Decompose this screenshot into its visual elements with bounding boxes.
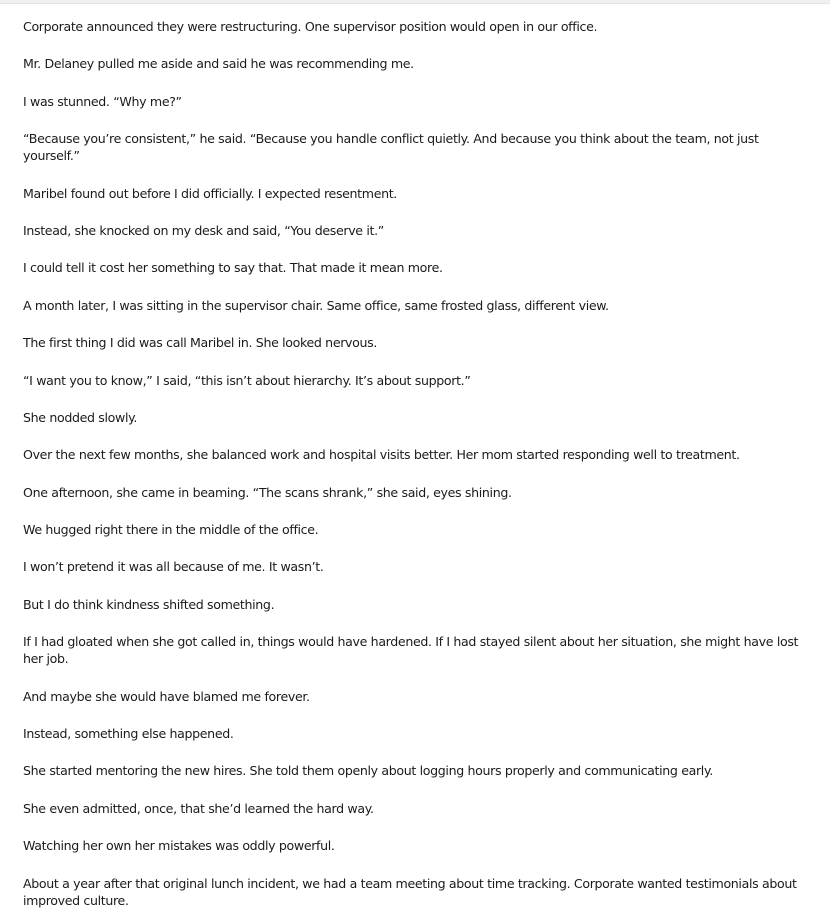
paragraph: “Because you’re consistent,” he said. “Because you handle conflict quietly. And because you think about the team, not just yourself.” (23, 131, 759, 164)
article-body (23, 18, 813, 909)
paragraph: I was stunned. “Why me?” (23, 93, 182, 109)
paragraph: And maybe she would have blamed me forever. (23, 688, 310, 704)
paragraph: She started mentoring the new hires. She told them openly about logging hours properly and communicating early. (23, 763, 713, 779)
paragraph: Watching her own her mistakes was oddly powerful. (23, 838, 335, 854)
paragraph: Corporate announced they were restructuring. One supervisor position would open in our office. (23, 19, 598, 34)
paragraph: If I had gloated when she got called in, things would have hardened. If I had stayed silent about her situation, she might have lost her job. (23, 634, 799, 667)
paragraph: The first thing I did was call Maribel in. She looked nervous. (23, 335, 377, 351)
paragraph: A month later, I was sitting in the supervisor chair. Same office, same frosted glass, different view. (23, 297, 609, 313)
paragraph: Mr. Delaney pulled me aside and said he was recommending me. (23, 56, 414, 72)
paragraph: Instead, she knocked on my desk and said, “You deserve it.” (23, 222, 384, 238)
paragraph: One afternoon, she came in beaming. “The scans shrank,” she said, eyes shining. (23, 484, 512, 500)
paragraph: She nodded slowly. (23, 409, 138, 425)
paragraph: Instead, something else happened. (23, 726, 234, 742)
paragraph: “I want you to know,” I said, “this isn’t about hierarchy. It’s about support.” (23, 372, 471, 388)
top-divider (0, 0, 830, 4)
paragraph: I could tell it cost her something to say that. That made it mean more. (23, 260, 443, 276)
paragraph: Maribel found out before I did officially. I expected resentment. (23, 185, 397, 201)
paragraph: But I do think kindness shifted something. (23, 596, 275, 612)
paragraph: She even admitted, once, that she’d learned the hard way. (23, 800, 374, 816)
paragraph: About a year after that original lunch incident, we had a team meeting about time tracking. Corporate wanted testimonials about improved culture. (23, 875, 797, 908)
paragraph: We hugged right there in the middle of the office. (23, 522, 319, 538)
paragraph: Over the next few months, she balanced work and hospital visits better. Her mom started responding well to treatment. (23, 447, 740, 463)
paragraph: I won’t pretend it was all because of me. It wasn’t. (23, 559, 324, 575)
